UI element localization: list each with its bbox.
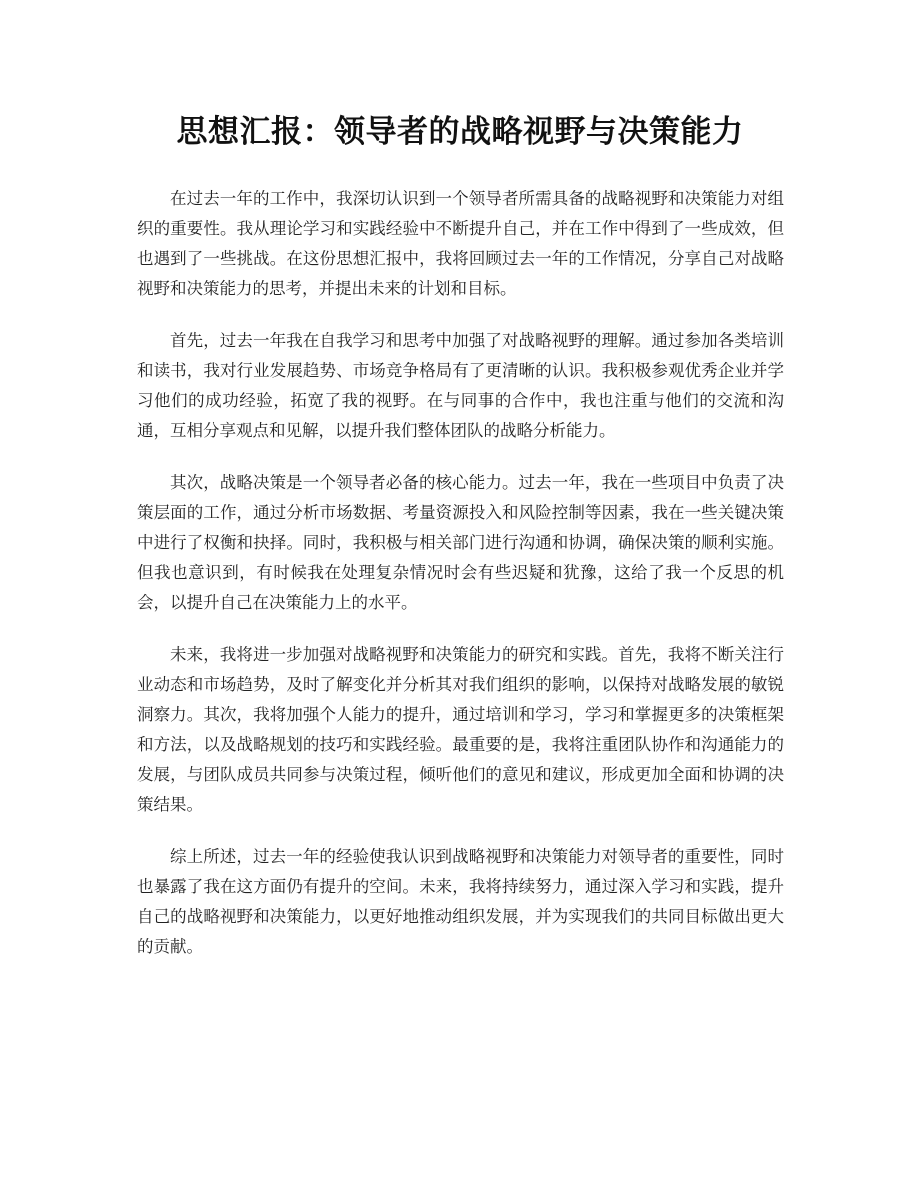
paragraph-decision-making: 其次，战略决策是一个领导者必备的核心能力。过去一年，我在一些项目中负责了决策层面的工作，通过分析市场数据、考量资源投入和风险控制等因素，我在一些关键决策中进行了权衡和抉择。同时，我积极与相关部门进行沟通和协调，确保决策的顺利实施。但我也意识到，有时候我在处理复杂情况时会有些迟疑和犹豫，这给了我一个反思的机会，以提升自己在决策能力上的水平。	[137, 473, 784, 612]
paragraph-intro: 在过去一年的工作中，我深切认识到一个领导者所需具备的战略视野和决策能力对组织的重要性。我从理论学习和实践经验中不断提升自己，并在工作中得到了一些成效，但也遇到了一些挑战。在这份思想汇报中，我将回顾过去一年的工作情况，分享自己对战略视野和决策能力的思考，并提出未来的计划和目标。	[137, 189, 784, 298]
paragraph-conclusion: 综上所述，过去一年的经验使我认识到战略视野和决策能力对领导者的重要性，同时也暴露了我在这方面仍有提升的空间。未来，我将持续努力，通过深入学习和实践，提升自己的战略视野和决策能力，以更好地推动组织发展，并为实现我们的共同目标做出更大的贡献。	[137, 847, 784, 956]
document-title: 思想汇报：领导者的战略视野与决策能力	[176, 114, 744, 150]
document-body	[137, 184, 784, 984]
paragraph-strategic-vision: 首先，过去一年我在自我学习和思考中加强了对战略视野的理解。通过参加各类培训和读书，我对行业发展趋势、市场竞争格局有了更清晰的认识。我积极参观优秀企业并学习他们的成功经验，拓宽了我的视野。在与同事的合作中，我也注重与他们的交流和沟通，互相分享观点和见解，以提升我们整体团队的战略分析能力。	[137, 331, 784, 440]
paragraph-future-plans: 未来，我将进一步加强对战略视野和决策能力的研究和实践。首先，我将不断关注行业动态和市场趋势，及时了解变化并分析其对我们组织的影响，以保持对战略发展的敏锐洞察力。其次，我将加强个人能力的提升，通过培训和学习，学习和掌握更多的决策框架和方法，以及战略规划的技巧和实践经验。最重要的是，我将注重团队协作和沟通能力的发展，与团队成员共同参与决策过程，倾听他们的意见和建议，形成更加全面和协调的决策结果。	[137, 645, 784, 814]
